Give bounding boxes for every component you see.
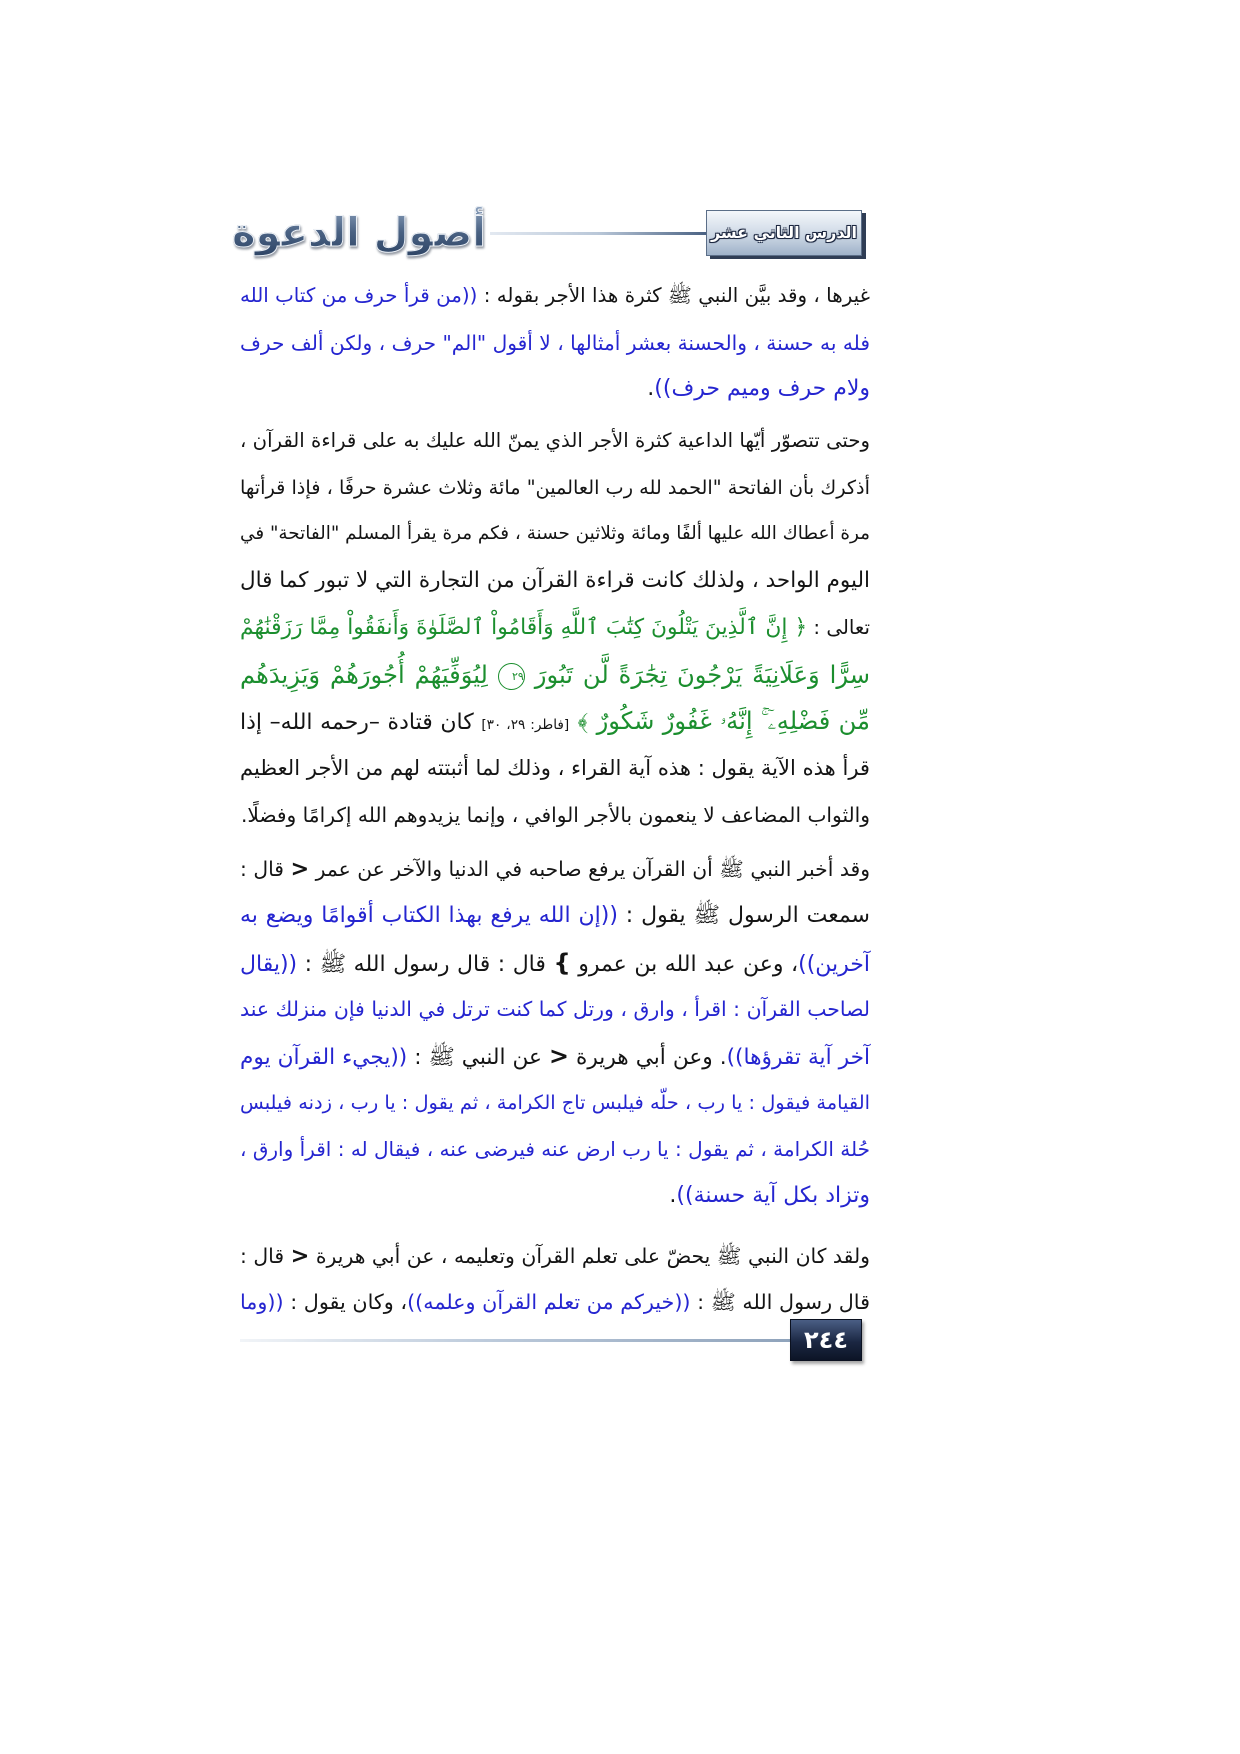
- text-line: [240, 511, 870, 558]
- book-title: أصول الدعوة: [232, 203, 486, 263]
- body-text: قال :: [240, 857, 291, 882]
- body-text: مرة أعطاك الله عليها ألفًا ومائة وثلاثين حسنة ، فكم مرة يقرأ المسلم "الفاتحة" في: [240, 523, 870, 545]
- body-text: غيرها ، وقد بيَّن النبي ﷺ كثرة هذا الأجر بقوله :: [477, 284, 871, 307]
- body-text: وحتى تتصوّر أيّها الداعية كثرة الأجر الذي يمنّ الله عليك به على قراءة القرآن ،: [240, 429, 870, 453]
- lesson-badge: [706, 210, 862, 256]
- text-line: [240, 273, 870, 320]
- honorific-symbol: {: [553, 948, 571, 977]
- hadith-text: ((خيركم من تعلم القرآن وعلمه)): [407, 1290, 691, 1315]
- hadith-text: آخر آية تقرؤها)): [726, 1045, 870, 1070]
- text-line: [240, 465, 870, 512]
- text-line: [240, 1233, 870, 1280]
- text-line: [240, 846, 870, 893]
- text-line: [240, 792, 870, 839]
- body-text: .: [669, 1183, 677, 1209]
- honorific-symbol: >: [290, 856, 310, 883]
- hadith-text: ((يقال: [240, 951, 298, 977]
- body-text: . وعن أبي هريرة: [568, 1045, 727, 1070]
- quran-reference: [فاطر: ٢٩، ٣٠]: [481, 717, 570, 734]
- body-text: .: [647, 376, 655, 402]
- text-line: [240, 1279, 870, 1326]
- paragraph: [240, 1233, 870, 1326]
- header-rule: [490, 232, 706, 235]
- hadith-text: لصاحب القرآن : اقرأ ، وارق ، ورتل كما كنت ترتل في الدنيا فإن منزلك عند: [240, 997, 870, 1022]
- quran-text: سِرًّا وَعَلَانِيَةً يَرْجُونَ تِجَٰرَةً لَّن تَبُورَ: [524, 660, 870, 689]
- text-line: [240, 1080, 870, 1127]
- hadith-text: القيامة فيقول : يا رب ، حلّه فيلبس تاج الكرامة ، ثم يقول : يا رب ، زدنه فيلبس: [240, 1090, 870, 1114]
- quran-text: ﴿ إِنَّ ٱلَّذِينَ يَتْلُونَ كِتَٰبَ ٱللَّهِ وَأَقَامُواْ ٱلصَّلَوٰةَ وَأَنفَقُواْ مِمَّا رَزَقْنَٰهُمْ: [240, 614, 808, 640]
- body-text: كان قتادة –رحمه الله– إذا: [240, 710, 482, 736]
- honorific-symbol: >: [290, 1242, 310, 1269]
- text-line: [240, 698, 870, 745]
- text-line: [240, 605, 870, 652]
- text-line: [240, 745, 870, 792]
- main-text: [240, 273, 870, 1326]
- body-text: اليوم الواحد ، ولذلك كانت قراءة القرآن من التجارة التي لا تبور كما قال: [240, 568, 870, 594]
- text-line: [240, 893, 870, 940]
- quran-text: مِّن فَضْلِهِۦٓ ۚ إِنَّهُۥ غَفُورٌ شَكُورٌ ﴾: [569, 707, 871, 736]
- hadith-text: وتزاد بكل آية حسنة)): [676, 1183, 870, 1209]
- hadith-text: آخرين)): [798, 951, 870, 977]
- text-line: [240, 1126, 870, 1173]
- text-line: [240, 1033, 870, 1080]
- text-line: [240, 940, 870, 987]
- body-text: أذكرك بأن الفاتحة "الحمد لله رب العالمين" مائة وثلاث عشرة حرفًا ، فإذا قرأتها: [240, 475, 870, 499]
- body-text: ، وعن عبد الله بن عمرو: [570, 951, 799, 977]
- body-text: ، وكان يقول :: [283, 1290, 408, 1315]
- body-text: والثواب المضاعف لا ينعمون بالأجر الوافي ، وإنما يزيدوهم الله إكرامًا وفضلًا.: [240, 802, 870, 827]
- body-text: قرأ هذه الآية يقول : هذه آية القراء ، وذلك لما أثبتته لهم من الأجر العظيم: [240, 754, 870, 780]
- body-text: سمعت الرسول ﷺ يقول :: [617, 902, 870, 928]
- body-text: قال :: [240, 1243, 291, 1268]
- body-text: عن النبي ﷺ :: [407, 1045, 549, 1070]
- hadith-text: حُلة الكرامة ، ثم يقول : يا رب ارض عنه فيرضى عنه ، فيقال له : اقرأ وارق ،: [240, 1137, 870, 1162]
- text-line: [240, 1173, 870, 1220]
- body-text: قال رسول الله ﷺ :: [690, 1290, 870, 1315]
- text-line: [240, 418, 870, 465]
- body-text: وقد أخبر النبي ﷺ أن القرآن يرفع صاحبه في الدنيا والآخر عن عمر: [309, 857, 870, 882]
- paragraph: [240, 846, 870, 1220]
- text-line: [240, 652, 870, 699]
- hadith-text: ((وما: [240, 1290, 284, 1315]
- hadith-text: فله به حسنة ، والحسنة بعشر أمثالها ، لا أقول "الم" حرف ، ولكن ألف حرف: [240, 330, 870, 355]
- ayah-number: ٢٩: [498, 663, 525, 690]
- paragraph: [240, 273, 870, 413]
- page-number: ٢٤٤: [790, 1319, 862, 1361]
- text-line: [240, 366, 870, 413]
- honorific-symbol: >: [549, 1042, 569, 1070]
- text-line: [240, 558, 870, 605]
- hadith-text: ((إن الله يرفع بهذا الكتاب أقوامًا ويضع به: [240, 902, 618, 928]
- paragraph: [240, 418, 870, 838]
- quran-text: لِيُوَفِّيَهُمْ أُجُورَهُمْ وَيَزِيدَهُم: [240, 660, 498, 689]
- text-line: [240, 320, 870, 367]
- body-text: ولقد كان النبي ﷺ يحضّ على تعلم القرآن وتعليمه ، عن أبي هريرة: [309, 1243, 870, 1268]
- hadith-text: ((من قرأ حرف من كتاب الله: [240, 284, 478, 307]
- body-text: تعالى :: [807, 615, 870, 639]
- lesson-label: الدرس الثاني عشر: [711, 223, 857, 242]
- hadith-text: ولام حرف وميم حرف)): [654, 376, 870, 402]
- hadith-text: ((يجيء القرآن يوم: [240, 1045, 408, 1070]
- footer-rule: [240, 1339, 790, 1342]
- body-text: قال : قال رسول الله ﷺ :: [297, 951, 554, 977]
- text-line: [240, 986, 870, 1033]
